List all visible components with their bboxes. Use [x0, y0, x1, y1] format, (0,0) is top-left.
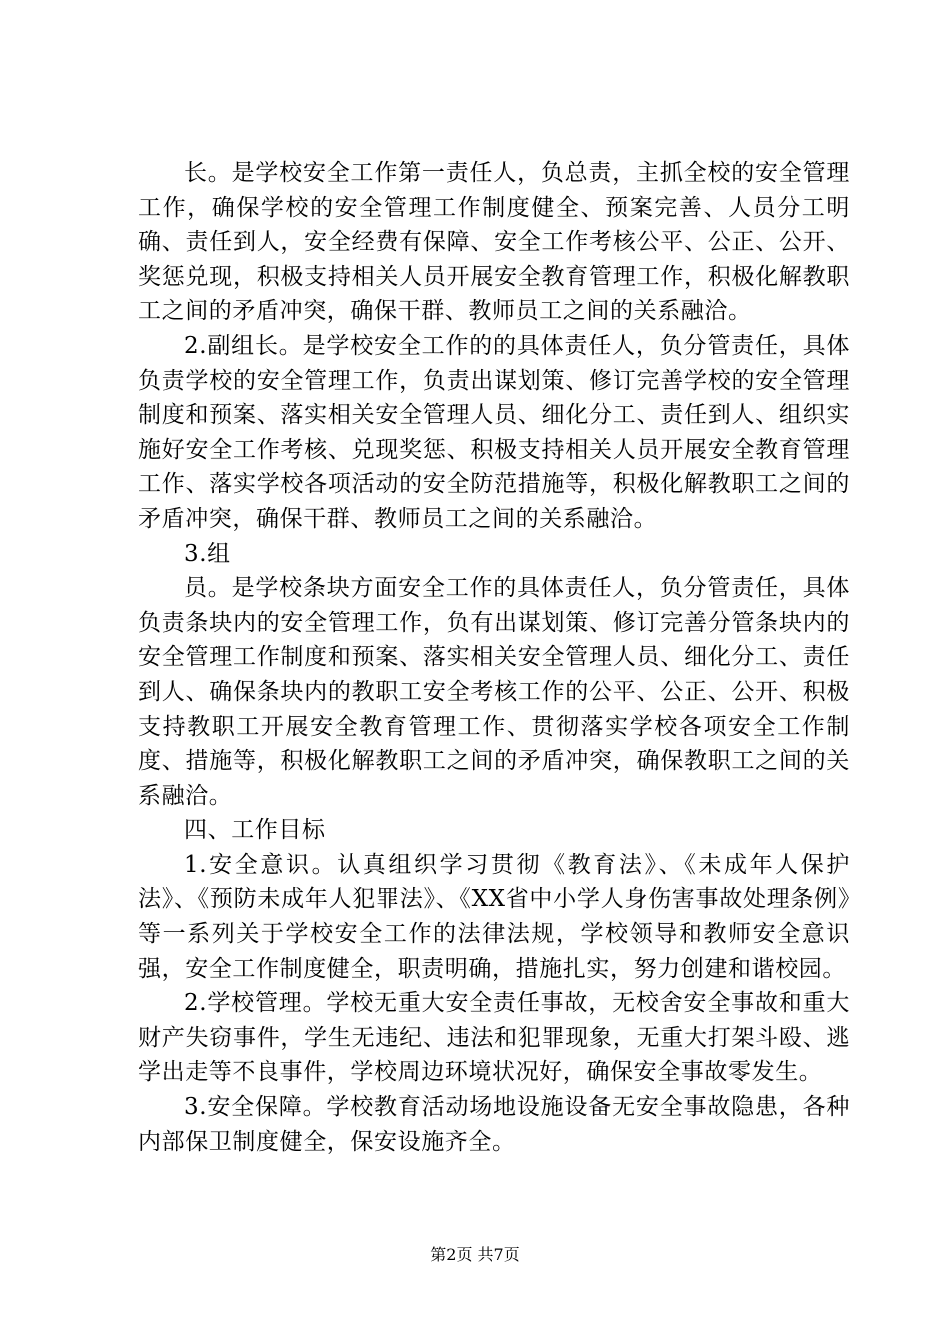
paragraph-safety-awareness: 1.安全意识。认真组织学习贯彻《教育法》、《未成年人保护法》、《预防未成年人犯罪法》、《XX省中小学人身伤害事故处理条例》等一系列关于学校安全工作的法律法规，学校领导和教师安全意识强，安全工作制度健全，职责明确，措施扎实，努力创建和谐校园。	[138, 851, 850, 982]
section-heading-work-goals: 四、工作目标	[184, 817, 326, 844]
paragraph-safety-guarantee: 3.安全保障。学校教育活动场地设施设备无安全事故隐患，各种内部保卫制度健全，保安设施齐全。	[138, 1094, 850, 1155]
document-body	[138, 156, 850, 1159]
paragraph-leader-duties: 长。是学校安全工作第一责任人，负总责，主抓全校的安全管理工作，确保学校的安全管理工作制度健全、预案完善、人员分工明确、责任到人，安全经费有保障、安全工作考核公平、公正、公开、奖惩兑现，积极支持相关人员开展安全教育管理工作，积极化解教职工之间的矛盾冲突，确保干群、教师员工之间的关系融洽。	[138, 160, 850, 325]
paragraph-member-duties: 员。是学校条块方面安全工作的具体责任人，负分管责任，具体负责条块内的安全管理工作，负有出谋划策、修订完善分管条块内的安全管理工作制度和预案、落实相关安全管理人员、细化分工、责任到人、确保条块内的教职工安全考核工作的公平、公正、公开、积极支持教职工开展安全教育管理工作、贯彻落实学校各项安全工作制度、措施等，积极化解教职工之间的矛盾冲突，确保教职工之间的关系融洽。	[138, 575, 850, 809]
page-number-footer: 第2页 共7页	[430, 1245, 520, 1264]
paragraph-member-heading: 3.组	[184, 540, 231, 567]
paragraph-deputy-leader-duties: 2.副组长。是学校安全工作的的具体责任人，负分管责任，具体负责学校的安全管理工作，负责出谋划策、修订完善学校的安全管理制度和预案、落实相关安全管理人员、细化分工、责任到人、组织实施好安全工作考核、兑现奖惩、积极支持相关人员开展安全教育管理工作、落实学校各项活动的安全防范措施等，积极化解教职工之间的矛盾冲突，确保干群、教师员工之间的关系融洽。	[138, 332, 850, 532]
paragraph-school-management: 2.学校管理。学校无重大安全责任事故，无校舍安全事故和重大财产失窃事件，学生无违纪、违法和犯罪现象，无重大打架斗殴、逃学出走等不良事件，学校周边环境状况好，确保安全事故零发生。	[138, 990, 850, 1086]
